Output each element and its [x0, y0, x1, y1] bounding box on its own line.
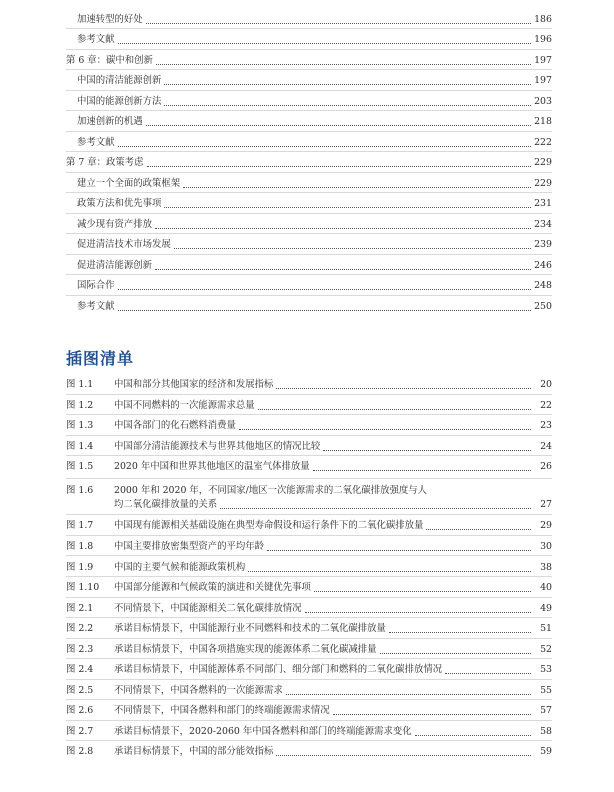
leader-dots [146, 23, 531, 24]
toc-entry[interactable]: 加速转型的好处 186 [77, 14, 552, 25]
figure-entry[interactable]: 图 2.7 承诺目标情景下，2020-2060 年中国各燃料和部门的终端能源需求变化 58 [66, 726, 552, 737]
row-divider [66, 658, 552, 659]
toc-entry[interactable]: 参考文献 196 [77, 34, 552, 45]
row-divider [66, 478, 552, 479]
row-divider [66, 110, 552, 111]
leader-dots [164, 207, 531, 208]
leader-dots [323, 450, 531, 451]
row-divider [66, 638, 552, 639]
row-divider [66, 49, 552, 50]
row-divider [66, 233, 552, 234]
row-divider [66, 617, 552, 618]
figure-entry[interactable]: 图 1.3 中国各部门的化石燃料消费量 23 [66, 420, 552, 431]
leader-dots [426, 529, 531, 530]
leader-dots [380, 653, 531, 654]
figure-entry[interactable]: 图 1.1 中国和部分其他国家的经济和发展指标 20 [66, 379, 552, 390]
row-divider [66, 28, 552, 29]
figure-entry[interactable]: 图 2.5 不同情景下，中国各燃料的一次能源需求 55 [66, 685, 552, 696]
leader-dots [118, 289, 531, 290]
figure-entry[interactable]: 图 1.10 中国部分能源和气候政策的演进和关键优先事项 40 [66, 582, 552, 593]
leader-dots [174, 248, 531, 249]
figures-list-title: 插图清单 [66, 349, 135, 368]
figure-entry[interactable]: 图 1.7 中国现有能源相关基础设施在典型寿命假设和运行条件下的二氧化碳排放量 29 [66, 520, 552, 531]
figure-entry[interactable]: 图 1.2 中国不同燃料的一次能源需求总量 22 [66, 400, 552, 411]
leader-dots [313, 470, 531, 471]
row-divider [66, 679, 552, 680]
toc-entry[interactable]: 政策方法和优先事项 231 [77, 198, 552, 209]
figure-entry[interactable]: 图 1.8 中国主要排放密集型资产的平均年龄 30 [66, 541, 552, 552]
row-divider [66, 699, 552, 700]
toc-chapter[interactable]: 第 7 章：政策考虑 229 [66, 157, 552, 168]
row-divider [66, 740, 552, 741]
figure-entry[interactable]: 图 2.3 承诺目标情景下，中国各项措施实现的能源体系二氧化碳减排量 52 [66, 644, 552, 655]
leader-dots [156, 64, 531, 65]
row-divider [66, 555, 552, 556]
leader-dots [239, 429, 531, 430]
row-divider [66, 720, 552, 721]
toc-entry[interactable]: 促进清洁技术市场发展 239 [77, 239, 552, 250]
toc-entry[interactable]: 加速创新的机遇 218 [77, 116, 552, 127]
row-divider [66, 69, 552, 70]
row-divider [66, 295, 552, 296]
toc-entry[interactable]: 中国的清洁能源创新 197 [77, 75, 552, 86]
row-divider [66, 535, 552, 536]
leader-dots [155, 269, 531, 270]
figure-entry[interactable]: 图 2.8 承诺目标情景下，中国的部分能效指标 59 [66, 746, 552, 757]
figure-entry[interactable]: 图 2.1 不同情景下，中国能源相关二氧化碳排放情况 49 [66, 603, 552, 614]
toc-entry[interactable]: 参考文献 222 [77, 137, 552, 148]
figure-entry[interactable]: 图 2.2 承诺目标情景下，中国能源行业不同燃料和技术的二氧化碳排放量 51 [66, 623, 552, 634]
row-divider [66, 131, 552, 132]
row-divider [66, 455, 552, 456]
figure-entry[interactable]: 图 1.4 中国部分清洁能源技术与世界其他地区的情况比较 24 [66, 441, 552, 452]
leader-dots [183, 187, 531, 188]
leader-dots [248, 571, 531, 572]
leader-dots [445, 673, 531, 674]
leader-dots [314, 591, 531, 592]
figure-entry[interactable]: 图 2.4 承诺目标情景下，中国能源体系不同部门、细分部门和燃料的二氧化碳排放情况 53 [66, 664, 552, 675]
leader-dots [118, 310, 531, 311]
leader-dots [220, 508, 531, 509]
row-divider [66, 597, 552, 598]
figure-entry[interactable]: 图 1.9 中国的主要气候和能源政策机构 38 [66, 562, 552, 573]
toc-entry[interactable]: 建立一个全面的政策框架 229 [77, 178, 552, 189]
leader-dots [118, 146, 531, 147]
row-divider [66, 435, 552, 436]
row-divider [66, 151, 552, 152]
toc-entry[interactable]: 参考文献 250 [77, 301, 552, 312]
leader-dots [267, 550, 531, 551]
row-divider [66, 90, 552, 91]
figure-entry[interactable]: 图 2.6 不同情景下，中国各燃料和部门的终端能源需求情况 57 [66, 705, 552, 716]
toc-entry[interactable]: 减少现有资产排放 234 [77, 219, 552, 230]
leader-dots [389, 632, 531, 633]
row-divider [66, 394, 552, 395]
toc-entry[interactable]: 中国的能源创新方法 203 [77, 96, 552, 107]
leader-dots [118, 43, 531, 44]
leader-dots [305, 612, 531, 613]
toc-entry[interactable]: 促进清洁能源创新 246 [77, 260, 552, 271]
figure-entry-multiline[interactable]: 图 1.6 2000 年和 2020 年，不同国家/地区一次能源需求的二氧化碳排放强度与人 均二氧化碳排放量的关系 27 [66, 485, 552, 510]
leader-dots [286, 694, 531, 695]
toc-entry[interactable]: 国际合作 248 [77, 280, 552, 291]
row-divider [66, 514, 552, 515]
leader-dots [147, 166, 531, 167]
row-divider [66, 254, 552, 255]
leader-dots [276, 388, 531, 389]
leader-dots [155, 228, 531, 229]
row-divider [66, 213, 552, 214]
leader-dots [258, 409, 531, 410]
row-divider [66, 576, 552, 577]
toc-chapter[interactable]: 第 6 章：碳中和创新 197 [66, 55, 552, 66]
leader-dots [146, 125, 531, 126]
figure-entry[interactable]: 图 1.5 2020 年中国和世界其他地区的温室气体排放量 26 [66, 461, 552, 472]
leader-dots [276, 755, 531, 756]
row-divider [66, 274, 552, 275]
leader-dots [415, 735, 531, 736]
leader-dots [333, 714, 531, 715]
leader-dots [164, 105, 531, 106]
row-divider [66, 192, 552, 193]
row-divider [66, 414, 552, 415]
leader-dots [164, 84, 531, 85]
row-divider [66, 172, 552, 173]
